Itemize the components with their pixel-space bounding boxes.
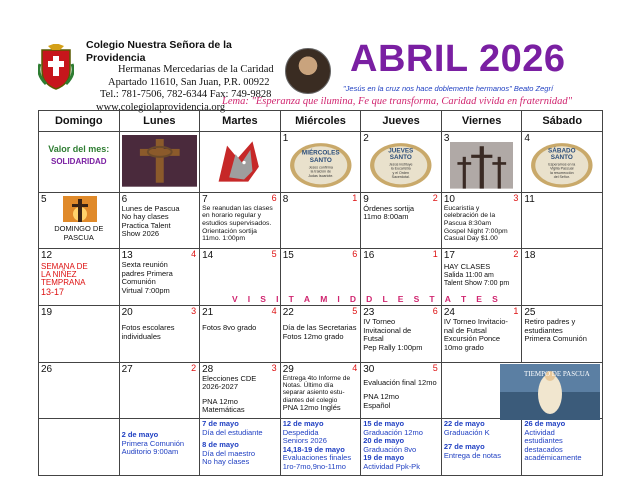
event-line: Lunes de Pascua xyxy=(121,203,180,213)
three-crosses-image xyxy=(450,142,514,189)
day-number: 13 xyxy=(121,250,133,262)
calendar-grid xyxy=(38,110,603,476)
cycle-day: 2 xyxy=(432,192,438,203)
school-address: Apartado 11610, San Juan, P.R. 00922 xyxy=(108,76,270,88)
week-row xyxy=(39,306,603,363)
event-line: Día de las Secretarias xyxy=(282,323,357,333)
school-motto: Lema: "Esperanza que ilumina, Fe que transforma, Caridad vivida en fraternidad" xyxy=(222,96,573,107)
cycle-day: 5 xyxy=(271,249,277,260)
event-line: padres Primera xyxy=(121,268,173,278)
event-line: 11mo 8:00am xyxy=(363,212,409,222)
day-cell[interactable] xyxy=(119,306,200,363)
event-line: IV Torneo xyxy=(363,317,396,327)
event-line: Español xyxy=(363,400,391,410)
day-number: 21 xyxy=(202,307,214,319)
day-number: 17 xyxy=(443,250,455,262)
visita-middle-states-banner xyxy=(232,294,502,304)
event-line: 13-17 xyxy=(41,287,65,298)
event-line: Virtual 7:00pm xyxy=(121,285,170,295)
day-number: 2 xyxy=(363,132,369,144)
sabado-santo-card xyxy=(530,142,594,189)
day-number: 20 xyxy=(121,307,133,319)
event-line: Fotos 8vo grado xyxy=(202,323,257,333)
easter-cross-image xyxy=(63,196,97,222)
event-line: Retiro padres y xyxy=(524,317,576,327)
pascua-image-cell xyxy=(441,362,602,419)
may-cell xyxy=(119,419,200,476)
banner-letter: I xyxy=(337,294,344,304)
cycle-day: 1 xyxy=(352,192,358,203)
cycle-day: 4 xyxy=(352,362,358,373)
event-line: Fotos 12mo grado xyxy=(282,331,344,341)
day-cell[interactable] xyxy=(361,362,442,419)
card-line: la resurrección xyxy=(550,170,574,175)
day-number: 24 xyxy=(443,307,455,319)
banner-letter: T xyxy=(288,294,298,304)
event-line: TEMPRANA xyxy=(41,278,86,288)
day-number: 29 xyxy=(282,363,294,375)
day-cell[interactable] xyxy=(522,249,603,306)
cycle-day: 5 xyxy=(432,362,438,373)
card-line: SANTO xyxy=(309,157,332,165)
day-number: 15 xyxy=(282,250,294,262)
day-number: 3 xyxy=(443,132,450,144)
card-line: SANTO xyxy=(551,153,574,161)
event-line: Eucaristía y xyxy=(443,204,480,212)
week-row xyxy=(39,362,603,419)
weekday-header: Domingo xyxy=(39,111,120,132)
day-number: 16 xyxy=(363,250,375,262)
cycle-day: 5 xyxy=(352,306,358,317)
may-event: Actividad Ppk-Pk xyxy=(363,461,420,471)
may-date: 15 de mayo xyxy=(363,419,405,429)
cycle-day: 4 xyxy=(191,249,197,260)
cycle-day: 3 xyxy=(191,306,197,317)
cross-crown-image xyxy=(122,135,198,187)
cycle-day: 4 xyxy=(271,306,277,317)
banner-letter: A xyxy=(444,294,455,304)
cycle-day: 6 xyxy=(271,192,277,203)
card-line: y el Orden xyxy=(392,170,410,175)
pascua-title: TIEMPO DE PASCUA xyxy=(523,369,590,378)
banner-letter: A xyxy=(303,294,315,304)
day-number: 8 xyxy=(282,193,289,205)
card-line: del Señor. xyxy=(554,175,571,180)
may-event: No hay clases xyxy=(202,457,250,467)
event-line: Órdenes sortija xyxy=(363,203,415,213)
may-event: Graduación 8vo xyxy=(363,444,417,454)
card-line: Judas Iscariote. xyxy=(307,173,334,178)
weekday-header: Lunes xyxy=(119,111,200,132)
event-line: diantes del colegio xyxy=(282,396,338,404)
day-number: 12 xyxy=(41,250,53,262)
event-line: Futsal xyxy=(363,334,384,344)
day-number: 18 xyxy=(524,250,536,262)
event-line: Sexta reunión xyxy=(121,260,168,270)
event-line: individuales xyxy=(121,331,161,341)
day-number: 22 xyxy=(282,307,294,319)
event-line: Gospel Night 7:00pm xyxy=(443,227,508,235)
card-line: Vigilia Pascual xyxy=(550,166,574,171)
event-line: Evaluación final 12mo xyxy=(363,377,437,387)
tiempo-de-pascua-image xyxy=(500,364,600,420)
day-cell[interactable] xyxy=(280,192,361,249)
event-line: PNA 12mo xyxy=(363,392,400,402)
day-cell[interactable] xyxy=(522,131,603,192)
event-line: Elecciones CDE xyxy=(202,373,257,383)
may-date: 7 de mayo xyxy=(202,419,239,429)
may-event: estudiantes xyxy=(524,436,563,446)
day-number: 10 xyxy=(443,193,455,205)
event-line: nal de Futsal xyxy=(443,325,487,335)
event-line: SEMANA DE xyxy=(41,262,88,272)
banner-letter: E xyxy=(397,294,408,304)
may-event: Auditorio 9:00am xyxy=(121,447,179,457)
day-cell[interactable] xyxy=(441,192,522,249)
may-cell xyxy=(200,419,281,476)
event-line: Pep Rally 1:00pm xyxy=(363,342,423,352)
day-number: 11 xyxy=(524,193,535,205)
card-line: JUEVES xyxy=(388,147,414,155)
may-date: 14,18-19 de mayo xyxy=(282,444,345,454)
banner-letter: S xyxy=(413,294,424,304)
event-line: HAY CLASES xyxy=(443,262,491,272)
day-cell[interactable] xyxy=(39,362,120,419)
banner-letter: I xyxy=(276,294,283,304)
cycle-day: 3 xyxy=(513,192,519,203)
empty-day-cell xyxy=(200,131,281,192)
day-number: 1 xyxy=(282,132,289,144)
event-line: Orientación sortija xyxy=(202,227,257,235)
day-number: 26 xyxy=(41,363,53,375)
event-line: Excursión Ponce xyxy=(443,334,501,344)
day-number: 30 xyxy=(363,363,375,375)
day-cell[interactable] xyxy=(39,306,120,363)
day-number: 19 xyxy=(41,307,53,319)
may-event: Actividad xyxy=(524,427,555,437)
event-line: Fotos escolares xyxy=(121,323,175,333)
day-cell[interactable] xyxy=(280,306,361,363)
may-event: Día del maestro xyxy=(202,448,256,458)
day-cell[interactable] xyxy=(361,192,442,249)
banner-letter: T xyxy=(460,294,471,304)
may-cell xyxy=(522,419,603,476)
value-name: SOLIDARIDAD xyxy=(51,156,107,166)
day-cell[interactable] xyxy=(39,249,120,306)
weekday-header: Miércoles xyxy=(280,111,361,132)
day-cell[interactable] xyxy=(361,306,442,363)
event-line: No hay clases xyxy=(121,212,169,222)
event-line: separar asiento estu- xyxy=(282,389,345,397)
may-date: 22 de mayo xyxy=(443,419,485,429)
may-preview-row xyxy=(39,419,603,476)
event-line: Se reanudan las clases xyxy=(202,204,273,212)
event-line: PNA 12mo xyxy=(202,396,238,406)
event-line: Invitacional de xyxy=(363,325,412,335)
cycle-day: 2 xyxy=(513,249,519,260)
event-line: LA NIÑEZ xyxy=(41,270,77,280)
cycle-day: 2 xyxy=(191,362,197,373)
banner-letter: L xyxy=(382,294,392,304)
event-line: 11mo. 1:00pm xyxy=(202,235,246,243)
cycle-day: 1 xyxy=(432,249,438,260)
banner-letter: T xyxy=(429,294,439,304)
card-line: Sacerdotal. xyxy=(391,174,411,179)
event-line: estudiantes xyxy=(524,325,563,335)
month-quote: "Jesús en la cruz nos hace doblemente hermanos" Beato Zegrí xyxy=(343,84,554,93)
day-cell[interactable] xyxy=(522,306,603,363)
empty-cell xyxy=(39,419,120,476)
empty-day-cell xyxy=(119,131,200,192)
event-line: Casual Day $1.00 xyxy=(443,235,498,243)
event-line: Notas. Último día xyxy=(282,382,334,390)
day-cell[interactable] xyxy=(522,192,603,249)
week-row xyxy=(39,192,603,249)
card-line: Jesús instituye xyxy=(389,162,413,167)
may-event: Graduación K xyxy=(443,427,490,437)
event-line: IV Torneo Invitacio- xyxy=(443,317,508,327)
event-line: PNA 12mo Inglés xyxy=(282,403,341,413)
may-event: Despedida xyxy=(282,427,319,437)
event-line: en horario regular y xyxy=(202,212,262,220)
card-line: Jesús confirma xyxy=(308,165,333,170)
day-number: 4 xyxy=(524,132,530,144)
event-line: Primera Comunión xyxy=(524,334,587,344)
jueves-santo-card xyxy=(369,142,433,189)
weekday-header: Martes xyxy=(200,111,281,132)
may-event: Evaluaciones finales xyxy=(282,453,352,463)
founder-portrait xyxy=(285,48,331,94)
day-number: 28 xyxy=(202,363,214,375)
may-cell xyxy=(441,419,522,476)
day-number: 7 xyxy=(202,193,208,205)
event-line: Practica Talent xyxy=(121,220,171,230)
day-number: 6 xyxy=(121,193,128,205)
may-event: Primera Comunión xyxy=(121,438,185,448)
day-cell[interactable] xyxy=(200,192,281,249)
day-cell[interactable] xyxy=(441,306,522,363)
easter-sunday-label: DOMINGO DE PASCUA xyxy=(54,223,104,242)
day-cell[interactable] xyxy=(280,362,361,419)
event-line: Matemáticas xyxy=(202,405,245,415)
card-line: SANTO xyxy=(389,153,413,161)
day-cell[interactable] xyxy=(39,192,120,249)
day-cell[interactable] xyxy=(119,362,200,419)
day-number: 27 xyxy=(121,363,133,375)
day-cell[interactable] xyxy=(361,131,442,192)
event-line: 2026-2027 xyxy=(202,382,238,392)
may-cell xyxy=(361,419,442,476)
day-cell[interactable] xyxy=(200,306,281,363)
day-number: 14 xyxy=(202,250,214,262)
day-cell[interactable] xyxy=(119,192,200,249)
day-number: 25 xyxy=(524,307,536,319)
event-line: Comunión xyxy=(121,277,156,287)
day-cell[interactable] xyxy=(280,131,361,192)
school-phones: Tel.: 781-7506, 782-6344 Fax: 749-9828 xyxy=(100,89,272,100)
may-date: 8 de mayo xyxy=(202,440,239,450)
banner-letter: D xyxy=(366,294,377,304)
card-line: Esperamos en la xyxy=(548,162,576,167)
weekday-header: Jueves xyxy=(361,111,442,132)
weekday-header: Viernes xyxy=(441,111,522,132)
may-event: Entrega de notas xyxy=(443,450,501,460)
miercoles-santo-card xyxy=(289,142,353,189)
banner-letter: M xyxy=(320,294,332,304)
week-row xyxy=(39,131,603,192)
cycle-day: 6 xyxy=(352,249,358,260)
may-date: 20 de mayo xyxy=(363,436,405,446)
may-date: 26 de mayo xyxy=(524,419,566,429)
event-line: Entrega 4to Informe de xyxy=(282,374,351,382)
banner-letter: V xyxy=(232,294,242,304)
banner-letter: S xyxy=(260,294,270,304)
banner-letter: E xyxy=(476,294,486,304)
day-number: 5 xyxy=(41,193,47,205)
value-label: Valor del mes: xyxy=(48,143,110,154)
school-name: Colegio Nuestra Señora de la Providencia xyxy=(86,39,232,64)
event-line: 10mo grado xyxy=(443,342,484,352)
cycle-day: 1 xyxy=(513,306,519,317)
may-event: Día del estudiante xyxy=(202,427,263,437)
cycle-day: 6 xyxy=(432,306,438,317)
weekday-header-row xyxy=(39,111,603,132)
school-crest-icon xyxy=(38,44,74,90)
school-order: Hermanas Mercedarias de la Caridad xyxy=(118,64,274,75)
may-date: 27 de mayo xyxy=(443,442,485,452)
may-date: 19 de mayo xyxy=(363,453,405,463)
may-date: 12 de mayo xyxy=(282,419,324,429)
may-event: destacados xyxy=(524,444,563,454)
may-event: Graduación 12mo xyxy=(363,427,423,437)
day-number: 9 xyxy=(363,193,369,205)
event-line: celebración de la xyxy=(443,212,496,220)
banner-letter: D xyxy=(349,294,361,304)
may-cell xyxy=(280,419,361,476)
event-line: Talent Show 7:00 pm xyxy=(443,280,510,288)
cycle-day: 3 xyxy=(271,362,277,373)
day-cell[interactable] xyxy=(441,131,522,192)
card-line: la Eucaristía xyxy=(391,166,411,171)
card-line: SÁBADO xyxy=(548,147,576,155)
weekday-header: Sábado xyxy=(522,111,603,132)
wolf-image xyxy=(208,135,272,188)
banner-letter: S xyxy=(492,294,502,304)
school-website[interactable]: www.colegiolaprovidencia.org xyxy=(96,101,226,113)
event-line: Salida 11:00 am xyxy=(443,271,494,279)
may-event: Seniors 2026 xyxy=(282,436,327,446)
day-number: 23 xyxy=(363,307,375,319)
day-cell[interactable] xyxy=(200,362,281,419)
event-line: Pascua 8:30am xyxy=(443,219,492,227)
may-event: académicamente xyxy=(524,453,582,463)
day-cell[interactable] xyxy=(119,249,200,306)
event-line: Show 2026 xyxy=(121,229,160,239)
month-value-cell xyxy=(39,131,120,192)
banner-letter: I xyxy=(247,294,255,304)
may-date: 2 de mayo xyxy=(121,430,159,440)
event-line: estudios supervisados. xyxy=(202,219,272,227)
card-line: MIÉRCOLES xyxy=(301,149,340,157)
may-event: 1ro-7mo,9no-11mo xyxy=(282,461,346,471)
card-line: la traición de xyxy=(310,169,331,174)
month-title: ABRIL 2026 xyxy=(350,38,566,80)
